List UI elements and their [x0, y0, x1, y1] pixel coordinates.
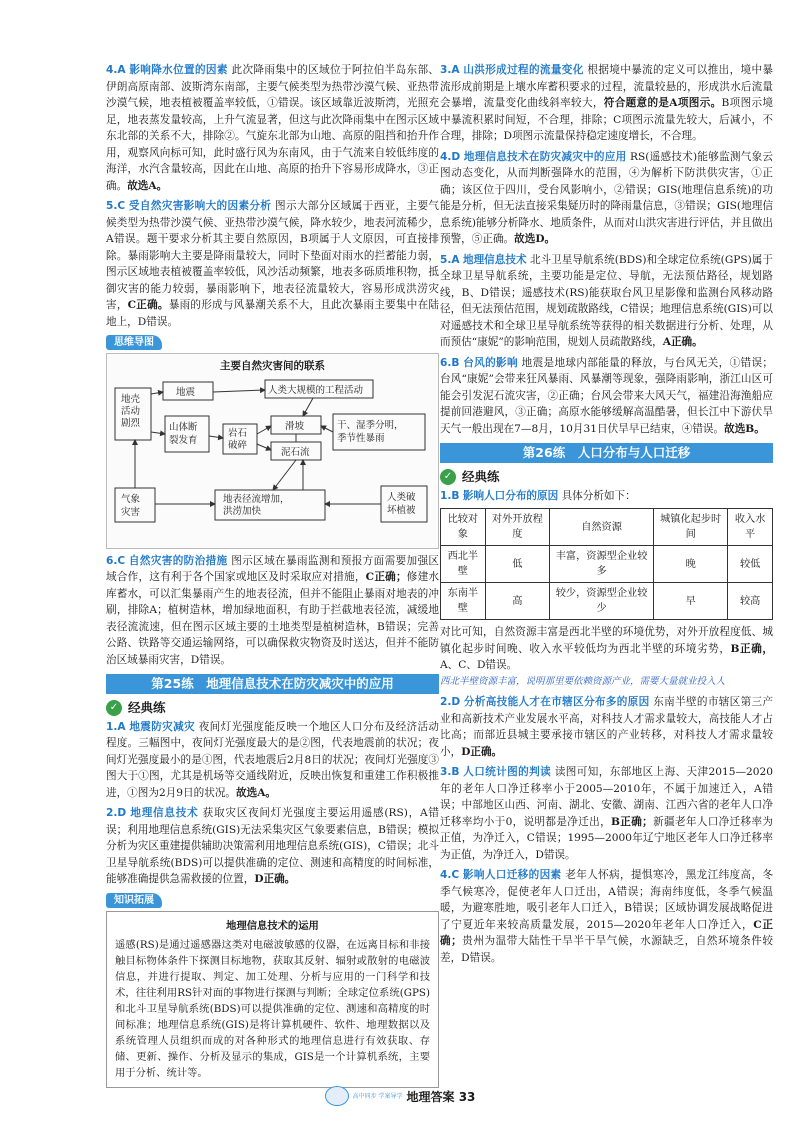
footer-inner [325, 1086, 476, 1106]
answer-text: 图示区域在暴雨监测和预报方面需要加强区域合作，这有利于各个国家或地区及时采取应对措施， [106, 554, 440, 583]
answer-item [106, 62, 439, 194]
table-header-cell: 自然资源 [550, 509, 654, 546]
answer-item [440, 867, 773, 966]
answer-item [106, 198, 439, 330]
question-number: 5.A [440, 253, 460, 266]
table-header-row [441, 509, 773, 546]
question-topic: 地理信息技术在防灾减灾中的应用 [463, 150, 627, 163]
answer-conclusion: 符合题意的是A项图示。 [603, 97, 722, 109]
answer-text: 对比可知，自然资源丰富是西北半壁的环境优势，对外开放程度低、城镇化起步时间晚、收入水平较低均为西北半壁的环境劣势， [440, 626, 773, 655]
question-number: 6.C [106, 554, 126, 567]
answer-text-continued: A、C、D错误。 [440, 659, 518, 671]
answer-text: 具体分析如下： [561, 489, 636, 502]
answer-item [440, 62, 773, 145]
table-cell: 早 [654, 583, 728, 620]
knowledge-box [106, 911, 439, 1088]
weather-disaster-label: 气象灾害 [121, 494, 141, 518]
mountain-fault-label: 山体断裂发育 [169, 422, 198, 446]
question-number: 1.A [106, 720, 126, 733]
answer-text: 地震是地球内部能量的释放，与台风无关，①错误；台风“康妮”会带来狂风暴雨、风暴潮等现象，强降雨影响，浙江山区可能会引发泥石流灾害，②正确；台风会带来大风天气，福建沿海渔船应提前回港避风，③正确；高原水能够缓解高温酷暑，但长江中下游伏旱天气一般出现在7—8月，10月31日伏旱早已结束，④错误。 [440, 356, 773, 435]
question-topic: 地理信息技术 [130, 807, 199, 819]
answer-item [440, 694, 773, 760]
subsection-header [106, 700, 439, 717]
comparison-table [440, 508, 773, 620]
answer-item [440, 252, 773, 351]
section-title-25: 第25练 地理信息技术在防灾减灾中的应用 [106, 674, 439, 694]
answer-text: 获取灾区夜间灯光强度主要运用遥感(RS)，A错误；利用地理信息系统(GIS)无法采集灾区气象要素信息，B错误；模拟分析为灾区重建提供辅助决策需利用地理信息系统(GIS)，C错误；北斗卫星导航系统(BDS)可以提供准确的定位、测速和高精度的时间标准，能够准确提供急需救援的位置， [106, 807, 440, 885]
answer-text: RS(遥感技术)能够监测气象云图动态变化，从而判断强降水的范围，④为解析下防洪供灾害，①正确；该区位于四川，受台风影响小，②错误；GIS(地理信息系统)的功能是分析，但无法直接采集疑历时的降雨量信息，③错误；GIS(地理信息系统)能够分析降水、地质条件，从而对山洪灾害进行评估，并且做出预警，⑤正确。 [440, 150, 774, 245]
knowledge-text: 遥感(RS)是通过遥感器这类对电磁波敏感的仪器，在远离目标和非接触目标物体条件下探测目标地物，获取其反射、辐射或散射的电磁波信息，并进行提取、判定、加工处理、分析与应用的一门科学和技术，往往利用RS针对面的事物进行探测与判断；全球定位系统(GPS)和北斗卫星导航系统(BDS)可以提供准确的定位、测速和高精度的时间标准；地理信息系统(GIS)是将计算机硬件、软件、地理数据以及系统管理人员组织而成的对各种形式的地理信息进行有效获取、存储、更新、操作、分析及显示的集成，GIS是一个计算机系统，主要用于分析、统计等。 [115, 939, 430, 1079]
table-header-cell: 收入水平 [728, 509, 773, 546]
answer-conclusion: D正确。 [254, 873, 296, 885]
question-topic: 台风的影响 [463, 356, 518, 369]
answer-item [106, 719, 439, 802]
rock-broken-label: 岩石破碎 [228, 428, 248, 451]
series-label: 高中同步 学案导学 [352, 1092, 403, 1100]
table-cell: 较低 [728, 546, 773, 583]
answer-conclusion: 故选A。 [127, 179, 168, 192]
answer-conclusion: 故选B。 [724, 422, 765, 435]
answer-conclusion: 故选D。 [514, 233, 556, 245]
left-column [106, 62, 439, 1088]
question-topic: 受自然灾害影响大的因素分析 [128, 200, 272, 212]
page-number: 地理答案 33 [406, 1089, 476, 1104]
table-row [441, 583, 773, 620]
question-topic: 自然灾害的防治措施 [128, 554, 228, 567]
answer-conclusion: C正确； [365, 571, 407, 583]
question-topic: 影响降水位置的因素 [129, 64, 228, 76]
answer-text: 夜间灯光强度能反映一个地区人口分布及经济活动程度。三幅图中，夜间灯光强度最大的是②图，代表地震前的状况；夜间灯光强度最小的是①图，代表地震后2月8日的状况；夜间灯光强度③图大于①图，尤其是机场等交通线附近，反映出恢复和重建工作积极推进，①图为2月9日的状况。 [106, 720, 440, 799]
subsection-header [440, 469, 773, 486]
question-topic: 地震防灾减灾 [129, 720, 195, 733]
answer-conclusion: B正确， [730, 642, 773, 655]
subsection-label: 经典练 [128, 700, 166, 715]
question-number: 4.D [440, 150, 461, 163]
table-cell: 低 [485, 546, 549, 583]
question-topic: 山洪形成过程的流量变化 [463, 64, 584, 76]
answer-text: 北斗卫星导航系统(BDS)和全球定位系统(GPS)属于全球卫星导航系统，主要功能是定位、导航，无法预估路径，规划路线，B、D错误；遥感技术(RS)能获取台风卫星影像和监测台风移动路径，但无法预估范围，规划疏散路线，C错误；地理信息系统(GIS)可以对遥感技术和全球卫星导航系统等获得的相关数据进行分析、处理，从而预估“康妮”的影响范围，规划人员疏散路线， [440, 253, 773, 348]
section-title-26: 第26练 人口分布与人口迁移 [440, 443, 773, 463]
table-cell: 较少，资源型企业较少 [550, 583, 654, 620]
answer-conclusion: B正确； [611, 815, 653, 828]
table-cell: 晚 [654, 546, 728, 583]
earthquake-label: 地震 [176, 387, 196, 398]
answer-text: 图示大部分区域属于西亚，主要气候类型为热带沙漠气候、亚热带沙漠气候，降水较少，地表河流稀少，A错误。题干要求分析其主要自然原因，B项属于人文原因，可直接排除。暴雨影响大主要是降雨量较大，同时下垫面对雨水的拦蓄能力弱，图示区域地表植被覆盖率较低，风沙活动频繁，地表多砾质堆积物，抵御灾害的能力较弱，暴雨影响下，地表径流量较大，容易形成洪涝灾害， [106, 200, 439, 311]
table-cell: 丰富，资源型企业较多 [550, 546, 654, 583]
human-activity-label: 人类大规模的工程活动 [268, 385, 364, 396]
table-row [441, 546, 773, 583]
right-column [440, 62, 773, 970]
answer-item [440, 149, 773, 248]
question-topic: 影响人口分布的原因 [462, 489, 559, 502]
answer-conclusion: D正确。 [461, 745, 503, 758]
answer-text-continued: B项图示境中暴流积累时间短，不合理，排除；C项图示流量先较大，后减小，不合理，排除；D项图示流量保持稳定速度增长，不合理。 [440, 97, 774, 142]
question-topic: 地理信息技术 [462, 253, 527, 266]
answer-text: 老年人怀病，提惧寒冷，黑龙江纬度高，冬季气候寒冷，促使老年人口迁出，A错误；海南纬度低，冬季气候温暖，为避寒胜地，吸引老年人口迁入，B错误；区域协调发展战略促进了宁夏近年来较高质量发展，2015—2020年老年人口净迁入， [440, 869, 774, 931]
table-cell: 高 [485, 583, 549, 620]
question-number: 3.A [440, 64, 460, 76]
mindmap-title: 主要自然灾害间的联系 [220, 359, 325, 372]
handwritten-note: 西北半壁资源丰富，说明那里要依赖资源产业，需要大量就业投入人 [440, 675, 726, 687]
answer-text: 东南半壁的市辖区第三产业和高新技术产业发展水平高，对科技人才需求量较大，高技能人才占比高；而部近县城主要承接市辖区的产业转移，对科技人才需求量较小， [440, 696, 774, 758]
question-number: 3.B [440, 766, 460, 778]
table-cell: 东南半壁 [441, 583, 486, 620]
question-number: 2.D [106, 807, 127, 819]
table-header-cell: 城镇化起步时间 [654, 509, 728, 546]
answer-text-continued: 修建水库蓄水，可以汇集暴雨产生的地表径流，但并不能阻止暴雨对地表的冲刷，排除A；植树造林，增加绿地面积，有助于拦截地表径流，减缓地表径流流速，但在图示区域主要的土地类型是植树造林，B错误；完善公路、铁路等交通运输网络，可以确保救灾物资及时送达，但并不能防治区域暴雨灾害，D错误。 [106, 571, 440, 666]
answer-item [440, 488, 773, 505]
crust-activity-label: 地壳活动剧烈 [121, 394, 141, 429]
answer-text-continued: 新疆老年人口净迁移率为正值，为净迁入，C错误；1995—2000年辽宁地区老年人口净迁移率为正值，为净迁入，D错误。 [440, 815, 773, 861]
question-number: 4.C [440, 869, 460, 881]
runoff-label: 地表径流增加，洪涝加快 [223, 494, 290, 517]
table-header-cell: 比较对象 [441, 509, 486, 546]
answer-item [440, 764, 773, 863]
question-number: 4.A [106, 64, 126, 76]
question-number: 5.C [106, 200, 126, 212]
question-number: 6.B [440, 356, 460, 369]
answer-item [106, 553, 439, 669]
answer-conclusion: C正确。 [127, 299, 169, 311]
table-cell: 较高 [728, 583, 773, 620]
mindmap-section [106, 334, 439, 549]
mindmap-tag: 思维导图 [106, 335, 162, 350]
mindmap-box [106, 353, 439, 549]
table-header-cell: 对外开放程度 [485, 509, 549, 546]
series-logo-icon [325, 1086, 349, 1106]
answer-conclusion: C正确； [440, 918, 774, 947]
question-number: 1.B [440, 489, 460, 502]
table-cell: 西北半壁 [441, 546, 486, 583]
answer-item [440, 624, 773, 690]
answer-text: 读图可知，东部地区上海、天津2015—2020年的老年人口净迁移率小于2005—2010年，不属于加速迁入，A错误；中部地区山西、河南、湖北、安徽、湖南、江西六省的老年人口净迁移率均小于0，说明都是净迁出， [440, 766, 774, 828]
drought-wet-label: 干、湿季分明，季节性暴雨 [337, 420, 404, 444]
subsection-label: 经典练 [462, 469, 500, 484]
disaster-relation-diagram [113, 376, 431, 536]
knowledge-tag: 知识拓展 [106, 893, 162, 908]
knowledge-title: 地理信息技术的运用 [226, 920, 319, 932]
page-footer [0, 1086, 800, 1110]
answer-conclusion: 故选A。 [236, 786, 277, 799]
answer-text: 根据境中暴流的定义可以推出，境中暴流形成前期是上壤水库蓄积要求的过程，流量较悬的，形成洪水后流量会暴增，流量变化曲线斜率较大， [440, 64, 774, 109]
landslide-label: 滑坡 [285, 421, 305, 432]
question-number: 2.D [440, 696, 461, 708]
question-topic: 影响人口迁移的因素 [462, 869, 562, 881]
question-topic: 分析高技能人才在市辖区分布多的原因 [463, 696, 650, 708]
answer-item [106, 805, 439, 888]
answer-text: 此次降雨集中的区域位于阿拉伯半岛东部、伊朗高原南部、波斯湾东南部，主要气候类型为热带沙漠气候、亚热带沙漠气候，地表植被覆盖率较低，①错误。该区域靠近波斯湾，光照充足，地表蒸发量较高，上升气流显著，但这与此次降雨集中在图示区域东北部的关系不大，排除②。气旋东北部为山地、高原的阻挡和抬升作用，观察风向标可知，此时盛行风为东南风，由于气流来自较低纬度的海洋，水汽含量较高，因此在山地、高原的抬升下容易形成降水，③正确。 [106, 64, 439, 192]
answer-text-continued: 贵州为温带大陆性干旱半干旱气候，水源缺乏，自然环境条件较差，D错误。 [440, 935, 774, 964]
practice-icon: ✓ [106, 700, 122, 716]
answer-conclusion: A正确。 [662, 336, 703, 348]
question-topic: 人口统计图的判读 [463, 766, 552, 778]
human-destruction-label: 人类破坏植被 [387, 492, 416, 516]
answer-item [440, 355, 773, 438]
answer-text-continued: 暴雨的形成与风暴潮关系不大，且此次暴雨主要集中在陆地上，D错误。 [106, 299, 440, 328]
practice-icon: ✓ [440, 469, 456, 485]
debris-flow-label: 泥石流 [281, 447, 310, 458]
